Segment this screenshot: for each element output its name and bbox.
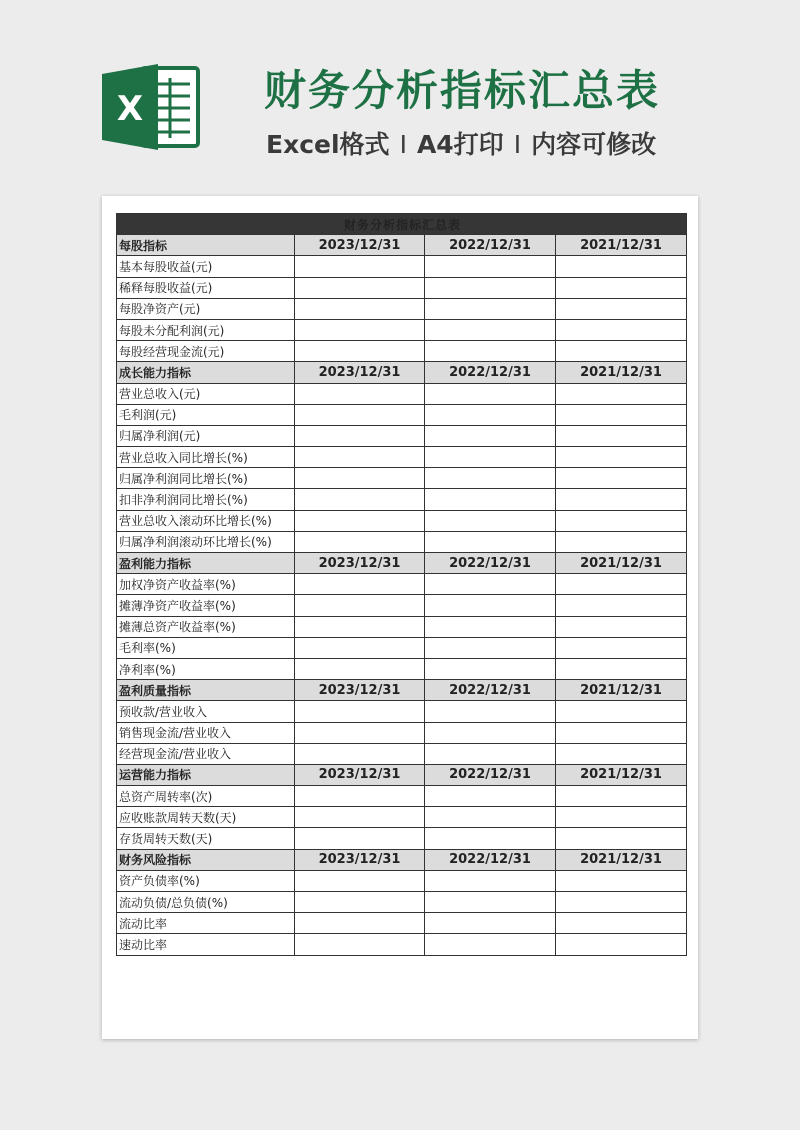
table-row (117, 425, 687, 446)
value-cell[interactable] (556, 447, 687, 468)
table-row (117, 319, 687, 340)
subtitle-separator: I (399, 130, 407, 159)
value-cell[interactable] (556, 531, 687, 552)
table-row (117, 743, 687, 764)
table-row (117, 489, 687, 510)
value-cell[interactable] (295, 892, 425, 913)
value-cell[interactable] (556, 616, 687, 637)
value-cell[interactable] (295, 658, 425, 679)
year-header-cell[interactable]: 2021/12/31 (556, 362, 687, 383)
table-row (117, 468, 687, 489)
value-cell[interactable] (425, 256, 556, 277)
section-name[interactable]: 成长能力指标 (117, 362, 295, 383)
value-cell[interactable] (556, 743, 687, 764)
indicator-label[interactable]: 毛利率(%) (117, 637, 295, 658)
value-cell[interactable] (556, 468, 687, 489)
table-row (117, 341, 687, 362)
value-cell[interactable] (556, 701, 687, 722)
value-cell[interactable] (425, 701, 556, 722)
section-header-row (117, 849, 687, 870)
value-cell[interactable] (295, 786, 425, 807)
indicator-label[interactable]: 流动负债/总负债(%) (117, 892, 295, 913)
year-header-cell[interactable]: 2021/12/31 (556, 680, 687, 701)
value-cell[interactable] (425, 468, 556, 489)
value-cell[interactable] (425, 383, 556, 404)
table-row (117, 447, 687, 468)
indicator-label[interactable]: 应收账款周转天数(天) (117, 807, 295, 828)
table-row (117, 404, 687, 425)
year-header-cell[interactable]: 2022/12/31 (425, 235, 556, 256)
year-header-cell[interactable]: 2023/12/31 (295, 849, 425, 870)
value-cell[interactable] (295, 701, 425, 722)
table-row (117, 828, 687, 849)
section-name[interactable]: 财务风险指标 (117, 849, 295, 870)
year-header-cell[interactable]: 2022/12/31 (425, 849, 556, 870)
value-cell[interactable] (295, 637, 425, 658)
section-header-row (117, 764, 687, 785)
table-row (117, 277, 687, 298)
table-row (117, 701, 687, 722)
indicator-label[interactable]: 摊薄总资产收益率(%) (117, 616, 295, 637)
value-cell[interactable] (425, 934, 556, 955)
value-cell[interactable] (556, 828, 687, 849)
value-cell[interactable] (556, 595, 687, 616)
value-cell[interactable] (556, 489, 687, 510)
indicator-label[interactable]: 加权净资产收益率(%) (117, 574, 295, 595)
year-header-cell[interactable]: 2021/12/31 (556, 235, 687, 256)
value-cell[interactable] (295, 489, 425, 510)
indicator-label[interactable]: 每股净资产(元) (117, 298, 295, 319)
value-cell[interactable] (295, 319, 425, 340)
year-header-cell[interactable]: 2023/12/31 (295, 680, 425, 701)
value-cell[interactable] (295, 383, 425, 404)
table-row (117, 383, 687, 404)
section-name[interactable]: 运营能力指标 (117, 764, 295, 785)
indicator-label[interactable]: 基本每股收益(元) (117, 256, 295, 277)
value-cell[interactable] (425, 425, 556, 446)
subtitle-print: A4打印 (416, 130, 504, 159)
value-cell[interactable] (425, 722, 556, 743)
indicator-label[interactable]: 归属净利润同比增长(%) (117, 468, 295, 489)
year-header-cell[interactable]: 2023/12/31 (295, 764, 425, 785)
indicator-label[interactable]: 扣非净利润同比增长(%) (117, 489, 295, 510)
indicator-label[interactable]: 预收款/营业收入 (117, 701, 295, 722)
value-cell[interactable] (556, 319, 687, 340)
indicator-label[interactable]: 资产负债率(%) (117, 870, 295, 891)
value-cell[interactable] (556, 341, 687, 362)
table-row (117, 595, 687, 616)
indicator-label[interactable]: 摊薄净资产收益率(%) (117, 595, 295, 616)
year-header-cell[interactable]: 2023/12/31 (295, 235, 425, 256)
year-header-cell[interactable]: 2021/12/31 (556, 553, 687, 574)
value-cell[interactable] (556, 404, 687, 425)
value-cell[interactable] (295, 510, 425, 531)
excel-logo-icon (100, 62, 204, 152)
indicator-label[interactable]: 流动比率 (117, 913, 295, 934)
value-cell[interactable] (556, 637, 687, 658)
value-cell[interactable] (556, 510, 687, 531)
table-row (117, 658, 687, 679)
indicator-label[interactable]: 毛利润(元) (117, 404, 295, 425)
value-cell[interactable] (425, 574, 556, 595)
value-cell[interactable] (425, 277, 556, 298)
year-header-cell[interactable]: 2021/12/31 (556, 764, 687, 785)
indicator-label[interactable]: 经营现金流/营业收入 (117, 743, 295, 764)
indicator-label[interactable]: 每股未分配利润(元) (117, 319, 295, 340)
year-header-cell[interactable]: 2021/12/31 (556, 849, 687, 870)
value-cell[interactable] (425, 743, 556, 764)
section-name[interactable]: 每股指标 (117, 235, 295, 256)
value-cell[interactable] (295, 934, 425, 955)
value-cell[interactable] (556, 934, 687, 955)
table-banner-row (117, 214, 687, 235)
subtitle (266, 125, 656, 161)
value-cell[interactable] (295, 531, 425, 552)
value-cell[interactable] (425, 595, 556, 616)
value-cell[interactable] (425, 447, 556, 468)
value-cell[interactable] (425, 892, 556, 913)
indicator-label[interactable]: 存货周转天数(天) (117, 828, 295, 849)
value-cell[interactable] (425, 637, 556, 658)
value-cell[interactable] (295, 256, 425, 277)
value-cell[interactable] (295, 341, 425, 362)
value-cell[interactable] (425, 913, 556, 934)
value-cell[interactable] (425, 489, 556, 510)
value-cell[interactable] (295, 722, 425, 743)
value-cell[interactable] (425, 510, 556, 531)
indicator-label[interactable]: 营业总收入滚动环比增长(%) (117, 510, 295, 531)
value-cell[interactable] (295, 574, 425, 595)
indicator-label[interactable]: 营业总收入同比增长(%) (117, 447, 295, 468)
page-title: 财务分析指标汇总表 (264, 66, 661, 115)
indicator-label[interactable]: 稀释每股收益(元) (117, 277, 295, 298)
subtitle-editable: 内容可修改 (531, 130, 657, 159)
value-cell[interactable] (556, 277, 687, 298)
year-header-cell[interactable]: 2022/12/31 (425, 362, 556, 383)
value-cell[interactable] (295, 807, 425, 828)
value-cell[interactable] (556, 658, 687, 679)
indicator-label[interactable]: 营业总收入(元) (117, 383, 295, 404)
spreadsheet-page (102, 196, 698, 1039)
indicator-label[interactable]: 速动比率 (117, 934, 295, 955)
value-cell[interactable] (425, 870, 556, 891)
table-row (117, 722, 687, 743)
subtitle-format: Excel格式 (266, 130, 390, 159)
value-cell[interactable] (295, 468, 425, 489)
section-header-row (117, 235, 687, 256)
indicator-label[interactable]: 每股经营现金流(元) (117, 341, 295, 362)
value-cell[interactable] (556, 256, 687, 277)
section-header-row (117, 553, 687, 574)
value-cell[interactable] (425, 341, 556, 362)
indicator-label[interactable]: 归属净利润(元) (117, 425, 295, 446)
value-cell[interactable] (295, 595, 425, 616)
value-cell[interactable] (425, 319, 556, 340)
section-name[interactable]: 盈利能力指标 (117, 553, 295, 574)
table-row (117, 510, 687, 531)
table-title: 财务分析指标汇总表 (117, 214, 687, 235)
table-row (117, 616, 687, 637)
value-cell[interactable] (556, 892, 687, 913)
table-row (117, 870, 687, 891)
indicator-label[interactable]: 净利率(%) (117, 658, 295, 679)
value-cell[interactable] (425, 298, 556, 319)
value-cell[interactable] (425, 828, 556, 849)
value-cell[interactable] (295, 298, 425, 319)
year-header-cell[interactable]: 2022/12/31 (425, 680, 556, 701)
value-cell[interactable] (295, 828, 425, 849)
indicator-label[interactable]: 归属净利润滚动环比增长(%) (117, 531, 295, 552)
value-cell[interactable] (425, 616, 556, 637)
indicator-label[interactable]: 总资产周转率(次) (117, 786, 295, 807)
value-cell[interactable] (295, 616, 425, 637)
year-header-cell[interactable]: 2023/12/31 (295, 362, 425, 383)
table-row (117, 892, 687, 913)
year-header-cell[interactable]: 2022/12/31 (425, 764, 556, 785)
value-cell[interactable] (556, 298, 687, 319)
subtitle-separator: I (513, 130, 522, 159)
value-cell[interactable] (556, 574, 687, 595)
value-cell[interactable] (556, 722, 687, 743)
value-cell[interactable] (556, 807, 687, 828)
value-cell[interactable] (556, 786, 687, 807)
value-cell[interactable] (295, 870, 425, 891)
value-cell[interactable] (425, 658, 556, 679)
year-header-cell[interactable]: 2023/12/31 (295, 553, 425, 574)
value-cell[interactable] (556, 913, 687, 934)
value-cell[interactable] (295, 913, 425, 934)
value-cell[interactable] (295, 743, 425, 764)
value-cell[interactable] (425, 404, 556, 425)
value-cell[interactable] (295, 447, 425, 468)
value-cell[interactable] (425, 807, 556, 828)
indicator-label[interactable]: 销售现金流/营业收入 (117, 722, 295, 743)
table-row (117, 913, 687, 934)
value-cell[interactable] (425, 786, 556, 807)
table-row (117, 531, 687, 552)
value-cell[interactable] (295, 404, 425, 425)
value-cell[interactable] (556, 383, 687, 404)
section-header-row (117, 680, 687, 701)
section-name[interactable]: 盈利质量指标 (117, 680, 295, 701)
table-row (117, 574, 687, 595)
value-cell[interactable] (425, 531, 556, 552)
section-header-row (117, 362, 687, 383)
svg-text:X: X (116, 89, 144, 129)
table-row (117, 637, 687, 658)
value-cell[interactable] (295, 277, 425, 298)
financial-indicators-table (116, 213, 687, 956)
table-row (117, 934, 687, 955)
table-row (117, 298, 687, 319)
table-row (117, 256, 687, 277)
year-header-cell[interactable]: 2022/12/31 (425, 553, 556, 574)
table-row (117, 786, 687, 807)
value-cell[interactable] (295, 425, 425, 446)
value-cell[interactable] (556, 870, 687, 891)
table-row (117, 807, 687, 828)
value-cell[interactable] (556, 425, 687, 446)
